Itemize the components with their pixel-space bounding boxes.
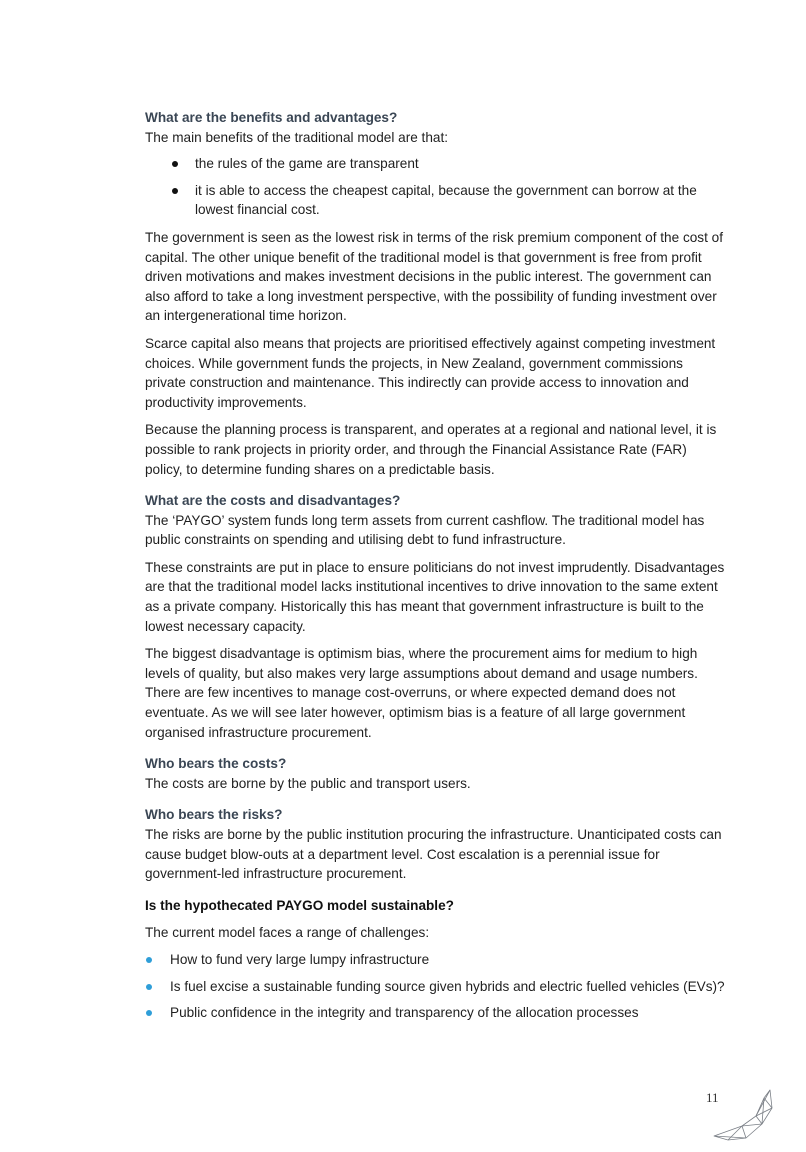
sustainable-intro: The current model faces a range of challenges:: [145, 925, 430, 941]
body-paragraph: The costs are borne by the public and transport users.: [145, 775, 471, 791]
bullet-icon: [146, 957, 152, 963]
benefits-list: [145, 154, 725, 220]
body-paragraph: The risks are borne by the public institution procuring the infrastructure. Unanticipated costs can cause budget blow-outs at a department level. Cost escalation is a perennial issue for government-led infrastructure procurement.: [145, 827, 722, 882]
body-paragraph: Because the planning process is transparent, and operates at a regional and national level, it is possible to rank projects in priority order, and through the Financial Assistance Rate (FAR) policy, to determine funding shares on a predictable basis.: [145, 422, 717, 477]
page-number: 11: [706, 1090, 719, 1105]
list-item: How to fund very large lumpy infrastructure: [145, 950, 725, 970]
who-risks-heading: Who bears the risks?: [145, 807, 283, 823]
who-costs-heading: Who bears the costs?: [145, 756, 287, 772]
document-body: [145, 108, 725, 1023]
bullet-icon: [146, 984, 152, 990]
body-paragraph: The biggest disadvantage is optimism bias, where the procurement aims for medium to high levels of quality, but also makes very large assumptions about demand and usage numbers. There are few incentives to manage cost-overruns, or where expected demand does not eventuate. As we will see later however, optimism bias is a feature of all large government organised infrastructure procurement.: [145, 646, 698, 740]
body-paragraph: Scarce capital also means that projects are prioritised effectively against competing investment choices. While government funds the projects, in New Zealand, government commissions private construction and maintenance. This indirectly can provide access to innovation and productivity improvements.: [145, 335, 716, 410]
geometric-logo-icon: [712, 1086, 776, 1142]
bullet-icon: [172, 161, 178, 167]
bullet-icon: [172, 188, 178, 194]
list-item: Public confidence in the integrity and transparency of the allocation processes: [145, 1003, 725, 1023]
benefits-intro: The main benefits of the traditional model are that:: [145, 129, 449, 145]
bullet-icon: [146, 1010, 152, 1016]
body-paragraph: These constraints are put in place to ensure politicians do not invest imprudently. Disadvantages are that the traditional model lacks institutional incentives to drive innovation to the same extent as a private company. Historically this has meant that government infrastructure is built to the lowest necessary capacity.: [145, 559, 725, 634]
costs-heading: What are the costs and disadvantages?: [145, 493, 401, 509]
list-item: Is fuel excise a sustainable funding source given hybrids and electric fuelled vehicles (EVs)?: [145, 977, 725, 997]
benefits-heading: What are the benefits and advantages?: [145, 110, 398, 125]
sustainable-heading: Is the hypothecated PAYGO model sustainable?: [145, 897, 454, 913]
body-paragraph: The ‘PAYGO’ system funds long term assets from current cashflow. The traditional model has public constraints on spending and utilising debt to fund infrastructure.: [145, 512, 705, 548]
list-item: it is able to access the cheapest capital, because the government can borrow at the lowest financial cost.: [145, 181, 725, 220]
list-item: the rules of the game are transparent: [145, 154, 725, 174]
challenges-list: [145, 950, 725, 1023]
body-paragraph: The government is seen as the lowest risk in terms of the risk premium component of the cost of capital. The other unique benefit of the traditional model is that government is free from profit driven motivations and makes investment decisions in the public interest. The government can also afford to take a long investment perspective, with the possibility of funding investment over an intergenerational time horizon.: [145, 229, 723, 324]
